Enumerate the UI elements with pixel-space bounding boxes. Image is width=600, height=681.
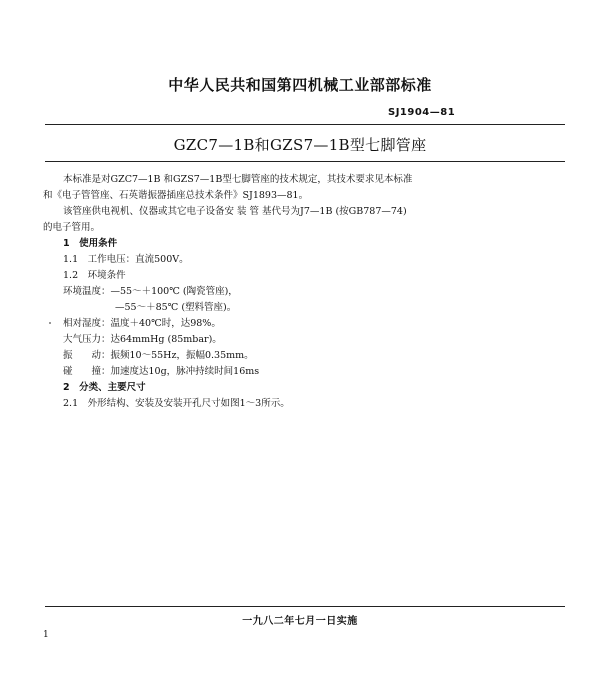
shock: 碰 撞：加速度达10g，脉冲持续时间16ms <box>63 366 260 377</box>
intro-paragraph-2-line-1: 该管座供电视机、仪器或其它电子设备安 装 管 基代号为J7—1B (按GB787—74) <box>63 206 407 217</box>
effective-date: 一九八二年七月一日实施 <box>242 616 358 627</box>
title-rule <box>45 161 565 162</box>
header-rule <box>45 124 565 125</box>
env-temperature-plastic: —55～＋85℃ (塑料管座)。 <box>115 302 237 313</box>
env-temperature-ceramic: 环境温度：—55～＋100℃ (陶瓷管座)， <box>63 286 238 297</box>
page-number: 1 <box>43 630 49 640</box>
standard-authority: 中华人民共和国第四机械工业部部标准 <box>168 76 432 94</box>
clause-1-2: 1.2 环境条件 <box>63 270 126 281</box>
scan-speck <box>49 322 51 324</box>
section-2-heading: 2 分类、主要尺寸 <box>63 382 146 393</box>
clause-2-1: 2.1 外形结构、安装及安装开孔尺寸如图1～3所示。 <box>63 398 290 409</box>
atmospheric-pressure: 大气压力：达64mmHg (85mbar)。 <box>63 334 222 345</box>
intro-paragraph-2-line-2: 的电子管用。 <box>43 222 101 233</box>
intro-paragraph-1-line-2: 和《电子管管座、石英谐振器插座总技术条件》SJ1893—81。 <box>43 190 309 201</box>
clause-1-1: 1.1 工作电压：直流500V。 <box>63 254 189 265</box>
document-title: GZC7—1B和GZS7—1B型七脚管座 <box>173 136 427 154</box>
standard-code: SJ1904—81 <box>388 107 456 118</box>
footer-rule <box>45 606 565 607</box>
section-1-heading: 1 使用条件 <box>63 238 118 249</box>
vibration: 振 动：振频10～55Hz，振幅0.35mm。 <box>63 350 254 361</box>
relative-humidity: 相对湿度：温度＋40℃时，达98%。 <box>63 318 221 329</box>
intro-paragraph-1-line-1: 本标准是对GZC7—1B 和GZS7—1B型七脚管座的技术规定，其技术要求见本标准 <box>63 174 413 185</box>
